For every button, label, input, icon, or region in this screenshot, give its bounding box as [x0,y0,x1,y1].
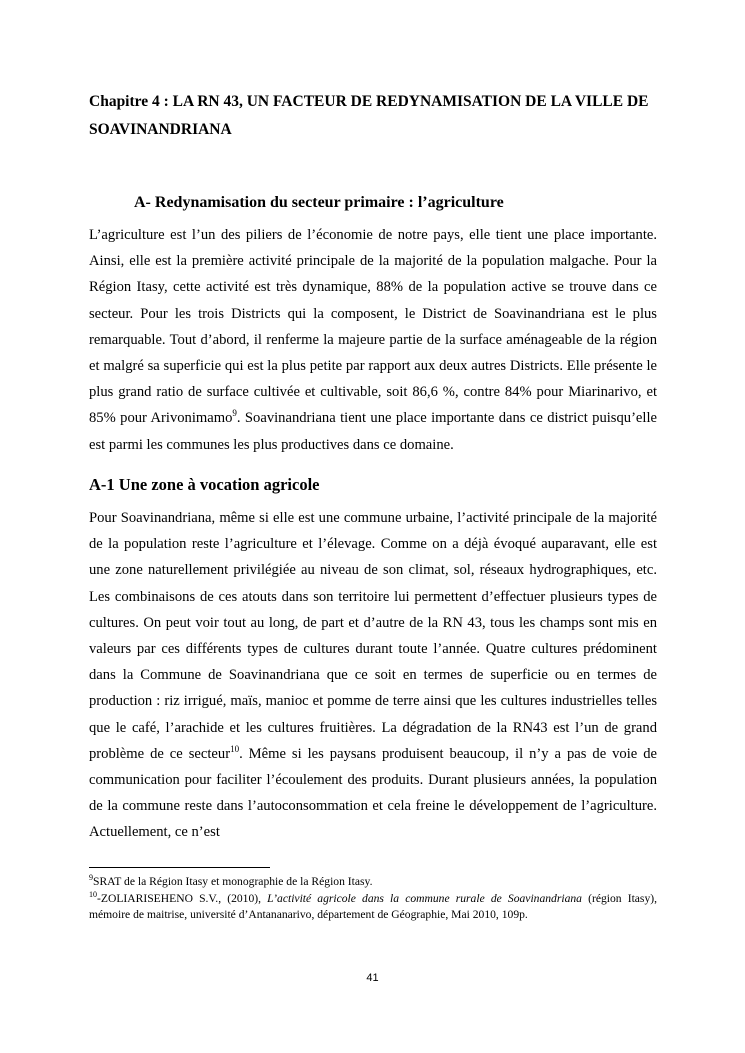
section-a-title: A- Redynamisation du secteur primaire : l’agriculture [134,194,504,211]
section-a-text-1: L’agriculture est l’un des piliers de l’économie de notre pays, elle tient une place importante. Ainsi, elle est la première activité principale de la majorité de la population malgache. Pour la Région Itasy, cette activité est très dynamique, 88% de la population active se trouve dans ce secteur. Pour les trois Districts qui la composent, le District de Soavinandriana est le plus remarquable. Tout d’abord, il renferme la majeure partie de la surface aménageable de la région et malgré sa superficie qui est la plus petite par rapport aux deux autres Districts. Elle présente le plus grand ratio de surface cultivée et cultivable, soit 86,6 %, contre 84% pour Miarinarivo, et 85% pour Arivonimamo [89,227,657,427]
footnote-10-prefix: -ZOLIARISEHENO S.V., (2010), [97,891,268,905]
footnote-ref-9[interactable]: 9 [232,408,237,419]
section-a-paragraph [89,222,657,458]
footnote-9-number: 9 [89,873,93,883]
footnotes [89,874,657,924]
footnote-separator [89,867,270,868]
footnote-ref-10[interactable]: 10 [230,743,240,754]
footnote-10-number: 10 [89,889,97,899]
footnote-9 [89,874,657,891]
section-a1-paragraph [89,505,657,846]
section-a1-text-2: . Même si les paysans produisent beaucoup, il n’y a pas de voie de communication pour faciliter l’écoulement des produits. Durant plusieurs années, la population de la commune reste dans l’autoconsommation et cela freine le développement de l’agriculture. Actuellement, ce n’est [89,745,658,841]
footnote-10-suffix: (région Itasy), mémoire de maitrise, université d’Antananarivo, département de Géographie, Mai 2010, 109p. [89,891,657,921]
footnote-9-text: SRAT de la Région Itasy et monographie de la Région Itasy. [93,875,373,888]
section-a-text-2: . Soavinandriana tient une place importante dans ce district puisqu’elle est parmi les communes les plus productives dans ce domaine. [89,410,657,453]
section-a1-text-1: Pour Soavinandriana, même si elle est une commune urbaine, l’activité principale de la majorité de la population reste l’agriculture et l’élevage. Comme on a déjà évoqué auparavant, elle est une zone naturellement privilégiée au niveau de son climat, sol, réseaux hydrographiques, etc. Les combinaisons de ces atouts dans son territoire lui permettent d’effectuer plusieurs types de cultures. On peut voir tout au long, de part et d’autre de la RN 43, tous les champs sont mis en valeurs par ces différents types de cultures durant toute l’année. Quatre cultures prédominent dans la Commune de Soavinandriana que ce soit en termes de superficie ou en termes de production : riz irrigué, maïs, manioc et pomme de terre ainsi que les cultures industrielles telles que le café, l’arachide et les cultures fruitières. La dégradation de la RN43 est l’un de grand problème de ce secteur [89,510,657,762]
footnote-10-title: L’activité agricole dans la commune rurale de Soavinandriana [267,891,582,905]
footnote-10 [89,891,657,924]
chapter-title: Chapitre 4 : LA RN 43, UN FACTEUR DE REDYNAMISATION DE LA VILLE DE SOAVINANDRIANA [89,93,649,138]
section-a1-title: A-1 Une zone à vocation agricole [89,475,320,494]
page-number: 41 [366,972,379,984]
